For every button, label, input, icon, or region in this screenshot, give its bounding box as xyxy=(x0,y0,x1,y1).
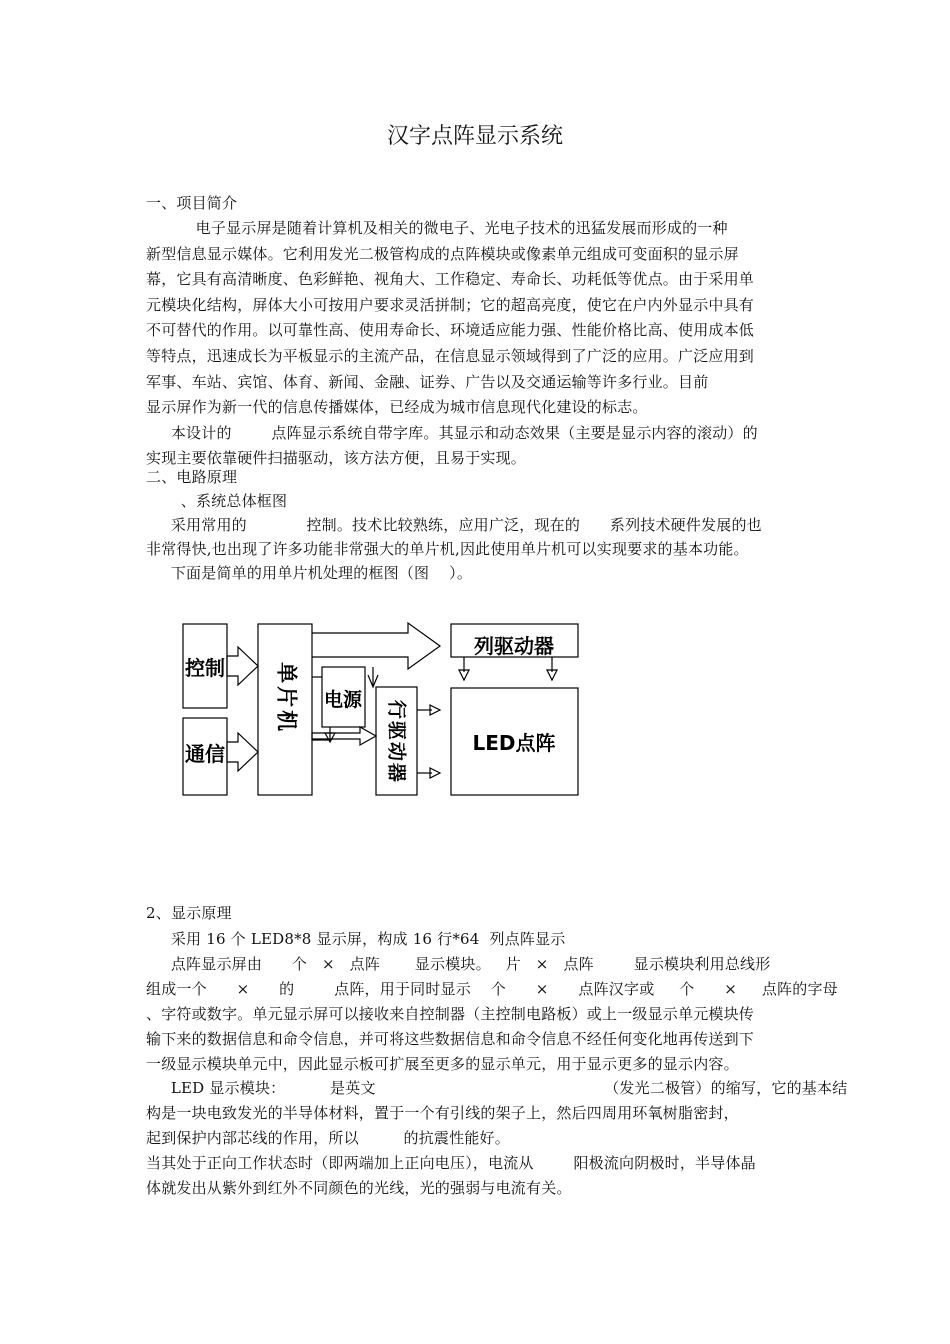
row-vert-glyph: 驱 xyxy=(385,720,408,740)
intro-line: 新型信息显示媒体。它利用发光二极管构成的点阵模块或像素单元组成可变面积的显示屏 xyxy=(146,244,739,263)
display-line: 输下来的数据信息和命令信息，并可将这些数据信息和命令信息不经任何变化地再传送到下 xyxy=(146,1029,755,1048)
row-vert-glyph: 器 xyxy=(385,762,408,782)
label-control: 控制 xyxy=(185,656,225,680)
arrow-mcu-col xyxy=(312,623,440,669)
intro-line: 显示屏作为新一代的信息传播媒体，已经成为城市信息现代化建设的标志。 xyxy=(146,398,648,417)
display-line: 起到保护内部芯线的作用，所以 的抗震性能好。 xyxy=(146,1129,510,1148)
intro-line: 实现主要依靠硬件扫描驱动，该方法方便，且易于实现。 xyxy=(146,449,527,468)
intro-line: 等特点，迅速成长为平板显示的主流产品，在信息显示领域得到了广泛的应用。广泛应用到 xyxy=(146,347,755,365)
block-line: 下面是简单的用单片机处理的框图（图 ）。 xyxy=(146,564,473,582)
intro-line: 军事、车站、宾馆、体育、新闻、金融、证券、广告以及交通运输等许多行业。目前 xyxy=(146,372,709,391)
section-heading-display: 2、显示原理 xyxy=(146,904,232,922)
arrow-control-mcu xyxy=(227,647,258,685)
block-line: 采用常用的 控制。技术比较熟练，应用广泛，现在的 系列技术硬件发展的也 xyxy=(146,516,762,534)
display-line: 、字符或数字。单元显示屏可以接收来自控制器（主控制电路板）或上一级显示单元模块传 xyxy=(146,1004,755,1023)
intro-line: 本设计的 点阵显示系统自带字库。其显示和动态效果（主要是显示内容的滚动）的 xyxy=(146,423,758,442)
mcu-vert-glyph: 机 xyxy=(274,710,299,732)
label-power: 电源 xyxy=(323,689,363,711)
mcu-vert-glyph: 片 xyxy=(274,686,299,708)
intro-line: 元模块化结构，屏体大小可按用户要求灵活拼制；它的超高亮度，使它在户内外显示中具有 xyxy=(146,295,755,314)
display-line: 当其处于正向工作状态时（即两端加上正向电压），电流从 阳极流向阴极时，半导体晶 xyxy=(146,1154,756,1173)
section-heading-circuit: 二、电路原理 xyxy=(146,468,238,486)
arrow-comm-mcu xyxy=(227,733,258,771)
display-line: LED 显示模块： 是英文 （发光二极管）的缩写，它的基本结 xyxy=(146,1079,848,1098)
intro-line: 电子显示屏是随着计算机及相关的微电子、光电子技术的迅猛发展而形成的一种 xyxy=(146,219,728,237)
subheading-block-diagram: 、系统总体框图 xyxy=(146,492,288,510)
display-line: 一级显示模块单元中，因此显示板可扩展至更多的显示单元，用于显示更多的显示内容。 xyxy=(146,1054,739,1073)
intro-line: 幕，它具有高清晰度、色彩鲜艳、视角大、工作稳定、寿命长、功耗低等优点。由于采用单 xyxy=(146,270,755,289)
row-vert-glyph: 行 xyxy=(385,699,408,719)
page-title: 汉字点阵显示系统 xyxy=(386,124,563,149)
display-line: 体就发出从紫外到红外不同颜色的光线，光的强弱与电流有关。 xyxy=(146,1179,572,1197)
row-vert-glyph: 动 xyxy=(385,741,408,761)
label-led-matrix: LED点阵 xyxy=(472,731,556,755)
label-comm: 通信 xyxy=(185,742,225,766)
display-line: 组成一个 × 的 点阵，用于同时显示 个 × 点阵汉字或 个 × 点阵的字母 xyxy=(146,979,838,998)
display-line: 构是一块电致发光的半导体材料，置于一个有引线的架子上，然后四周用环氧树脂密封， xyxy=(146,1104,739,1123)
block-line: 非常得快,也出现了许多功能非常强大的单片机,因此使用单片机可以实现要求的基本功能。 xyxy=(146,540,749,558)
section-heading-intro: 一、项目简介 xyxy=(146,194,238,212)
label-mcu xyxy=(275,662,299,731)
arrow-mcu-row xyxy=(312,727,376,745)
intro-line: 不可替代的作用。以可靠性高、使用寿命长、环境适应能力强、性能价格比高、使用成本低 xyxy=(146,321,755,340)
label-col-driver: 列驱动器 xyxy=(474,634,554,658)
display-line: 点阵显示屏由 个 × 点阵 显示模块。 片 × 点阵 显示模块利用总线形 xyxy=(146,954,771,973)
mcu-vert-glyph: 单 xyxy=(274,662,299,684)
label-row-driver xyxy=(385,700,408,782)
display-line: 采用 16 个 LED8*8 显示屏，构成 16 行*64 列点阵显示 xyxy=(146,930,566,948)
